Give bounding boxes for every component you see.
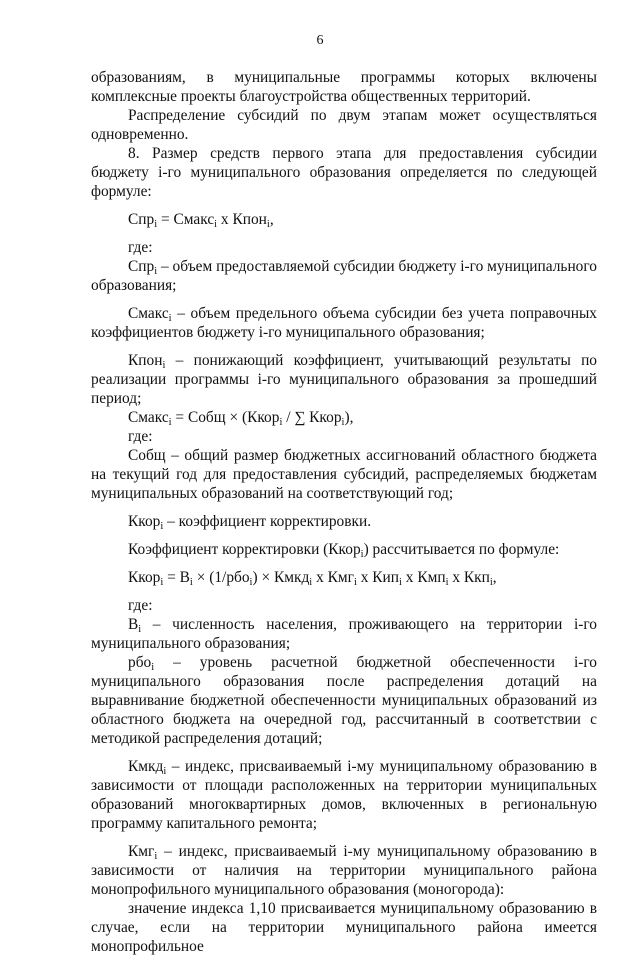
definition-rbo: рбо$_i$ – уровень расчетной бюджетной обеспеченности i-го муниципального образования после распределения дотаций на выравнивание бюджетной обеспеченности муниципальных образований из областного бюджета на очередной год, рассчитанный в соответствии с методикой распределения дотаций; <box>91 654 597 747</box>
formula-2: Смакс$_i$ = Собщ × (Ккор$_i$ / ∑ Ккор$_i$), <box>128 409 354 429</box>
definition-kmg: Кмг$_i$ – индекс, присваиваемый i-му муниципальному образованию в зависимости от наличия на территории муниципального района монопрофильного муниципального образования (моногорода): <box>91 843 597 898</box>
formula-3: Ккор$_i$ = $В_i \times (1/рбо_i)$ × Кмкд$_i$ х Кмг$_i$ х Кип$_i$ х Кмп$_i$ х Ккп$_i$, <box>128 569 497 589</box>
definition-kkor: Ккор$_i$ – коэффициент корректировки. <box>128 513 372 533</box>
paragraph-kkor-formula-intro: Коэффициент корректировки (Ккор$_i$) рассчитывается по формуле: <box>128 541 560 561</box>
paragraph-item-8: 8. Размер средств первого этапа для предоставления субсидии бюджету i-го муниципального образования определяется по следующей формуле: <box>91 145 597 200</box>
where-label-3: где: <box>128 597 153 614</box>
paragraph-index-value: значение индекса 1,10 присваивается муниципальному образованию в случае, если на территории муниципального района имеется монопрофильное <box>91 900 597 955</box>
definition-kmkd: Кмкд$_i$ – индекс, присваиваемый i-му муниципальному образованию в зависимости от площади расположенных на территории муниципальных образований многоквартирных домов, включенных в региональную программу капитального ремонта; <box>91 758 597 832</box>
where-label-2: где: <box>128 428 153 445</box>
definition-v: $В_i$ – численность населения, проживающего на территории i-го муниципального образования; <box>91 616 597 652</box>
where-label-1: где: <box>128 239 153 256</box>
definition-sobshch: Собщ – общий размер бюджетных ассигнований областного бюджета на текущий год для предоставления субсидий, распределяемых бюджетам муниципальных образований на соответствующий год; <box>91 447 597 502</box>
page-number: 6 <box>316 33 324 48</box>
paragraph-continuation: образованиям, в муниципальные программы которых включены комплексные проекты благоустройства общественных территорий. <box>91 69 597 105</box>
definition-smaks: Смакс$_i$ – объем предельного объема субсидии без учета поправочных коэффициентов бюджету i-го муниципального образования; <box>91 305 597 341</box>
formula-1: Спр$_i$ = Смакс$_i$ х Кпон$_i$, <box>128 211 274 231</box>
paragraph-subsidy-distribution: Распределение субсидий по двум этапам может осуществляться одновременно. <box>91 107 597 143</box>
definition-kpon: Кпон$_i$ – понижающий коэффициент, учитывающий результаты по реализации программы i-го муниципального образования за прошедший период; <box>91 352 597 407</box>
document-body <box>91 68 597 956</box>
definition-spr: Спр$_i$ – объем предоставляемой субсидии бюджету i-го муниципального образования; <box>91 258 597 294</box>
